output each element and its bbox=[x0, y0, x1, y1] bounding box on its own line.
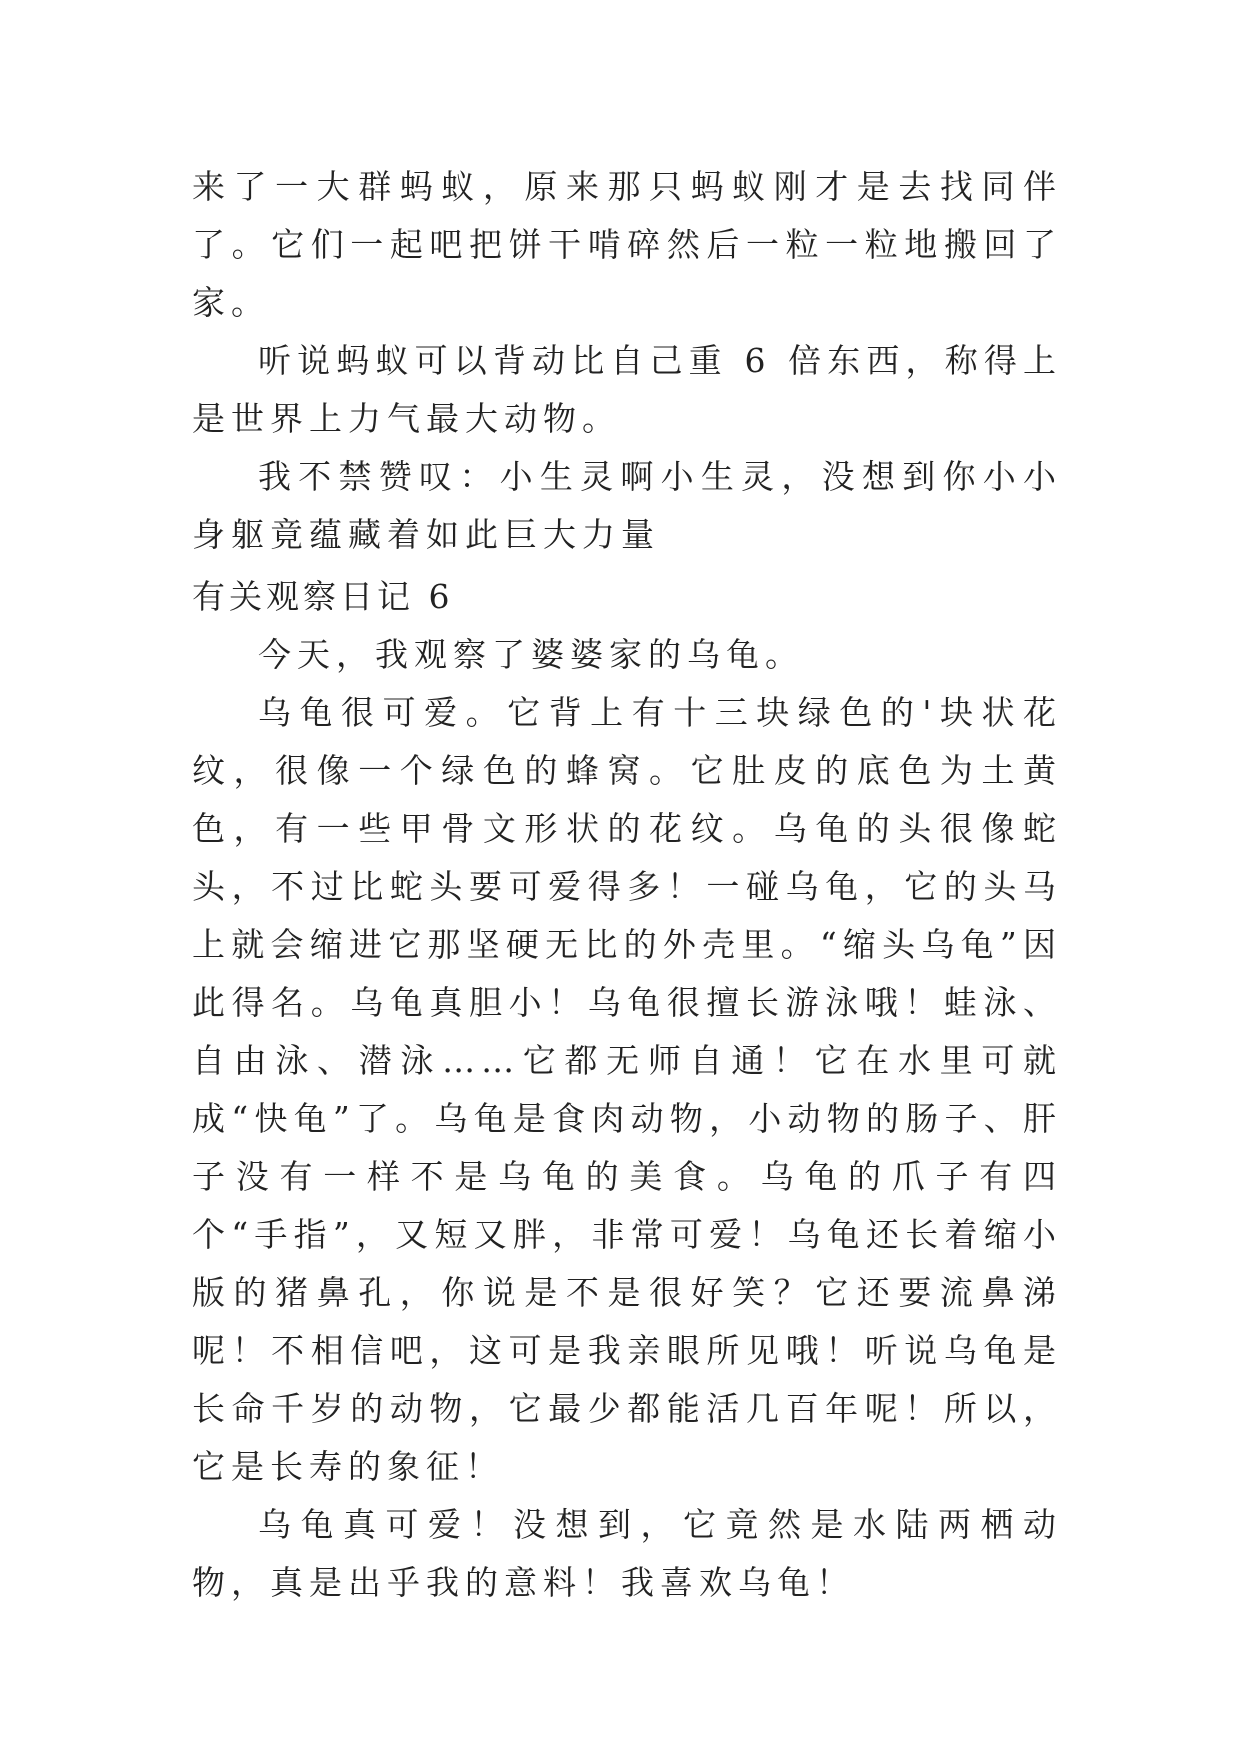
paragraph: 今天，我观察了婆婆家的乌龟。 bbox=[258, 635, 804, 674]
paragraph: 乌龟很可爱。它背上有十三块绿色的'块状花纹，很像一个绿色的蜂窝。它肚皮的底色为土黄色，有一些甲骨文形状的花纹。乌龟的头很像蛇头，不过比蛇头要可爱得多！一碰乌龟，它的头马上就会缩进它那坚硬无比的外壳里。“缩头乌龟”因此得名。乌龟真胆小！乌龟很擅长游泳哦！蛙泳、自由泳、潜泳……它都无师自通！它在水里可就成“快龟”了。乌龟是食肉动物，小动物的肠子、肝子没有一样不是乌龟的美食。乌龟的爪子有四个“手指”，又短又胖，非常可爱！乌龟还长着缩小版的猪鼻孔，你说是不是很好笑？它还要流鼻涕呢！不相信吧，这可是我亲眼所见哦！听说乌龟是长命千岁的动物，它最少都能活几百年呢！所以，它是长寿的象征！ bbox=[192, 693, 1062, 1486]
previous-entry-text bbox=[192, 158, 1062, 564]
paragraph: 听说蚂蚁可以背动比自己重 6 倍东西，称得上是世界上力气最大动物。 bbox=[192, 341, 1062, 438]
paragraph: 来了一大群蚂蚁，原来那只蚂蚁刚才是去找同伴了。它们一起吧把饼干啃碎然后一粒一粒地搬回了家。 bbox=[192, 167, 1062, 322]
paragraph: 我不禁赞叹：小生灵啊小生灵，没想到你小小身躯竟蕴藏着如此巨大力量 bbox=[192, 457, 1062, 554]
entry-title: 有关观察日记 6 bbox=[192, 577, 454, 616]
paragraph: 乌龟真可爱！没想到，它竟然是水陆两栖动物，真是出乎我的意料！我喜欢乌龟！ bbox=[192, 1505, 1062, 1602]
entry-text bbox=[192, 626, 1062, 1612]
